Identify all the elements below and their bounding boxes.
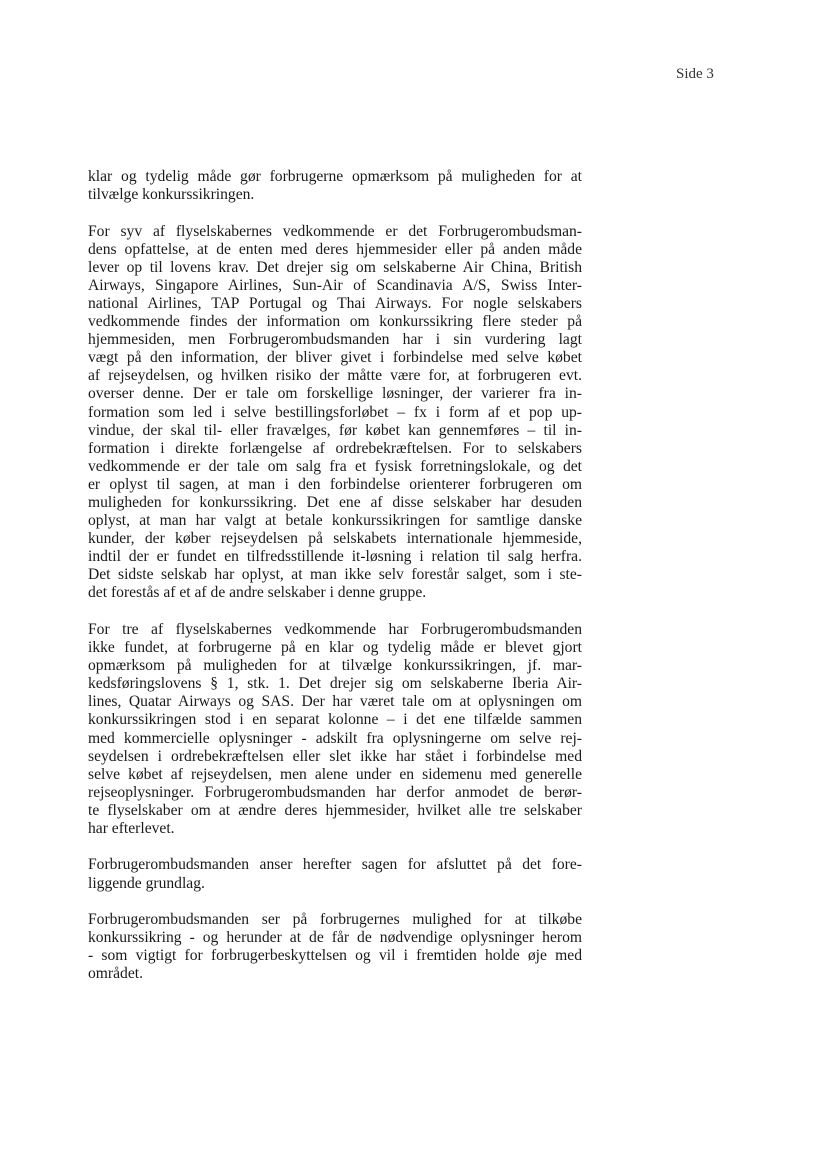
text-line: har efterlevet. [88, 819, 175, 837]
text-line: vægt på den information, der bliver givet i forbindelse med selve købet [88, 349, 582, 367]
text-line: klar og tydelig måde gør forbrugerne opmærksom på muligheden for at [88, 168, 582, 185]
text-line: muligheden for konkurssikring. Det ene af disse selskaber har desuden [88, 493, 582, 511]
text-line: seydelsen i ordrebekræftelsen eller slet ikke har stået i forbindelse med [88, 747, 582, 765]
text-line: tilvælge konkurssikringen. [88, 186, 255, 204]
text-line: Forbrugerombudsmanden anser herefter sagen for afsluttet på det fore- [88, 856, 582, 874]
text-line: Airways, Singapore Airlines, Sun-Air of Scandinavia A/S, Swiss Inter- [88, 276, 582, 294]
text-line: liggende grundlag. [88, 874, 205, 892]
text-line: er oplyst til sagen, at man i den forbindelse orienterer forbrugeren om [88, 475, 582, 493]
text-line: området. [88, 965, 143, 983]
text-line: indtil der er fundet en tilfredsstillende it-løsning i relation til salg herfra. [88, 548, 582, 566]
body-text [88, 168, 582, 983]
text-line: For syv af flyselskabernes vedkommende er det Forbrugerombudsman- [88, 222, 582, 240]
text-line: Det sidste selskab har oplyst, at man ikke selv forestår salget, som i ste- [88, 566, 582, 584]
paragraph [88, 223, 582, 603]
text-line: Forbrugerombudsmanden ser på forbrugernes mulighed for at tilkøbe [88, 911, 582, 929]
text-line: te flyselskaber om at ændre deres hjemmesider, hvilket alle tre selskaber [88, 801, 582, 819]
paragraph [88, 856, 582, 892]
text-line: lines, Quatar Airways og SAS. Der har været tale om at oplysningen om [88, 693, 582, 711]
text-line: hjemmesiden, men Forbrugerombudsmanden har i sin vurdering lagt [88, 331, 582, 349]
text-line: kedsføringslovens § 1, stk. 1. Det drejer sig om selskaberne Iberia Air- [88, 675, 582, 693]
paragraph [88, 168, 582, 204]
text-line: vindue, der skal til- eller fravælges, før købet kan gennemføres – til in- [88, 421, 582, 439]
text-line: For tre af flyselskabernes vedkommende har Forbrugerombudsmanden [88, 620, 582, 638]
paragraph [88, 911, 582, 983]
text-line: opmærksom på muligheden for at tilvælge konkurssikringen, jf. mar- [88, 657, 582, 675]
text-line: formation i direkte forlængelse af ordrebekræftelsen. For to selskabers [88, 439, 582, 457]
text-line: lever op til lovens krav. Det drejer sig om selskaberne Air China, British [88, 258, 582, 276]
text-line: dens opfattelse, at de enten med deres hjemmesider eller på anden måde [88, 240, 582, 258]
text-line: det forestås af et af de andre selskaber i denne gruppe. [88, 584, 427, 602]
text-line: vedkommende er der tale om salg fra et fysisk forretningslokale, og det [88, 457, 582, 475]
text-line: national Airlines, TAP Portugal og Thai Airways. For nogle selskabers [88, 294, 582, 312]
text-line: ikke fundet, at forbrugerne på en klar og tydelig måde er blevet gjort [88, 639, 582, 657]
text-line: konkurssikring - og herunder at de får de nødvendige oplysninger herom [88, 929, 582, 947]
text-line: konkurssikringen stod i en separat kolonne – i det ene tilfælde sammen [88, 711, 582, 729]
text-line: rejseoplysninger. Forbrugerombudsmanden har derfor anmodet de berør- [88, 783, 582, 801]
text-line: overser denne. Der er tale om forskellige løsninger, der varierer fra in- [88, 385, 582, 403]
text-line: oplyst, at man har valgt at betale konkurssikringen for samtlige danske [88, 512, 582, 530]
text-line: - som vigtigt for forbrugerbeskyttelsen og vil i fremtiden holde øje med [88, 947, 582, 965]
text-line: vedkommende findes der information om konkurssikring flere steder på [88, 313, 582, 331]
text-line: af rejseydelsen, og hvilken risiko der måtte være for, at forbrugeren evt. [88, 367, 582, 385]
text-line: selve købet af rejseydelsen, men alene under en sidemenu med generelle [88, 765, 582, 783]
text-line: formation som led i selve bestillingsforløbet – fx i form af et pop up- [88, 403, 582, 421]
page-number: Side 3 [676, 66, 714, 82]
text-line: med kommercielle oplysninger - adskilt fra oplysningerne om selve rej- [88, 729, 582, 747]
text-line: kunder, der køber rejseydelsen på selskabets internationale hjemmeside, [88, 530, 582, 548]
paragraph [88, 621, 582, 838]
